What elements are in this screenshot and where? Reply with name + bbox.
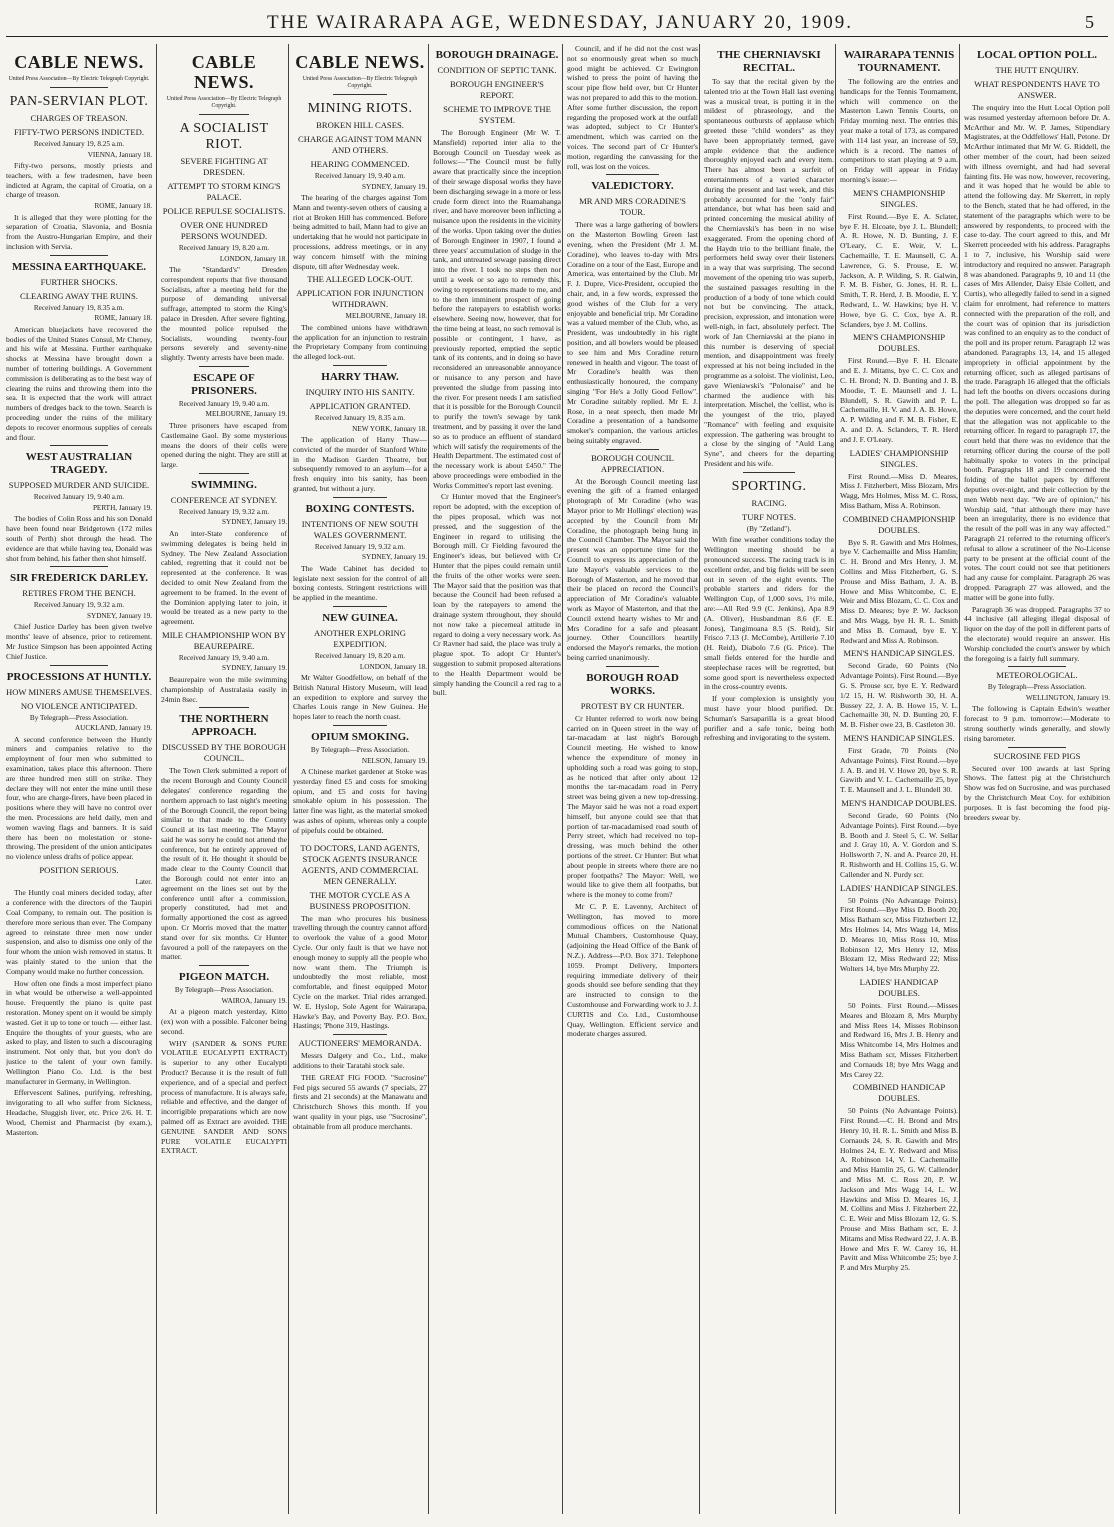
article-body: Fifty-two persons, mostly priests and teachers, with a few tradesmen, have been indicted at Agram, the capital of Croatia, on a charge of treason.	[6, 161, 152, 200]
dateline: Received January 19, 9.40 a.m.	[314, 172, 406, 180]
dateline: Received January 19, 9.40 a.m.	[178, 399, 270, 408]
article-body: The Borough Engineer (Mr W. T. Mansfield) reported inter alia to the Borough Council on Tuesday week as follows:—"The Council must be fully aware that practically since the inception of their sewage disposal works they have been discharging sewage in a more or less crude form direct into the Ruamahanga river, and have moreover been inflicting a nuisance upon the residents in the vicinity of the works. Upon taking over the duties of Borough Engineer in 1907, I found a three years' accumulation of sludge in the tank, and untreated sewage passing direct into the river. I took no steps then nor until a week or so ago to remedy this, owing to representations made to me, and to the then imminent prospect of going before the ratepayers to establish works elsewhere. Seeing now, however, that for the time being at least, no such removal is possible or contingent, I have, as previously reported, emptied the septic tank of its contents, and in doing so have reconsidered an unreasonable annoyance or nuisance to any person and have prevented the sludge from passing into the river. For present needs I am satisfied that it is possible for the Borough Council to purify the town's sewage by tank treatment, and by passing it over the land so as to produce an effluent of standard which will satisfy the requirements of the Health Department. The estimated cost of the necessary work is about £450." The above proceedings were embodied in the Works Committee's report last evening.	[433, 128, 561, 490]
subheadline: BOROUGH ENGINEER'S REPORT.	[450, 79, 544, 100]
subheadline: INQUIRY INTO HIS SANITY.	[305, 387, 415, 398]
article-body: Council, and if he did not the cost was not so enormously great when so much good might be achieved. Cr Ewington wished to press the point of having the scour pipe flow held over, but Cr Hunter was not prepared to add this to the motion. After some further discussion, the report regarding the proposed work at the outfall was adopted, subject to Cr Hunter's amendment, which was carried on the voices. The second part of Cr Hunter's motion, regarding the canvassing for the roll, was lost on the voices.	[567, 44, 698, 171]
divider	[50, 445, 108, 446]
headline: PROCESSIONS AT HUNTLY.	[6, 670, 152, 683]
article-body: A second conference between the Huntly miners and companies relative to the employment of four men who submitted to examination, takes place this afternoon. There are three hundred men still on strike. They declare they will not enter the mine until these four, who are charge-firers, have been placed in positions where they will have no control over the men. Processions are held daily, men and women waving flags and banners. It is said there has been no molestation or stone-throwing. The president of the union anticipates no violence unless drafts of police appear.	[6, 734, 152, 862]
headline: LOCAL OPTION POLL.	[976, 49, 1098, 61]
headline: PAN-SERVIAN PLOT.	[9, 94, 149, 109]
subheadline: CONDITION OF SEPTIC TANK.	[437, 65, 557, 75]
article-body: To say that the recital given by the talented trio at the Town Hall last evening was a musical treat, is putting it in the mildest of phraseology, and the spontaneous outbursts of applause which greeted these "child wonders" as they have been appropriately termed, gave ample evidence that the audience thoroughly enjoyed each and every item. There has almost been a surfeit of entertainments of a varied character during the present and last week, and this probably accounted for the "only fair" attendance, but what has been said and printed concerning the musical ability of the Cherniavski's has been in no wise exaggerated. From the opening chord of the Haydn trio to the brilliant finale, the performers held sway over their listeners in a way that was surprising. The second movement of the opening trio was superb, the sustained passages resulting in the production of a body of tone which could not but be convincing. The attack, precision, expression, and intonation were well-nigh, in fact, absolutely perfect. The work of Jan Cherniavski at the piano in this number is deserving of special mention, and disappointment was freely expressed at his not being included in the programme as a soloist. The violinist, Leo, gave Wieniawski's "Polonaise" and he charmed the audience with his interpretation. Mischel, the 'cellist, who is the youngest of the trio, played "Romance" with feeling and exquisite expression. The gathering was brought to a close by the singing of "Auld Lang Syne", and cheers for the departing President and his wife.	[704, 77, 834, 469]
placeline: Later.	[135, 877, 152, 886]
placeline: MELBOURNE, January 19.	[205, 410, 287, 419]
subheadline: MR AND MRS CORADINE'S TOUR.	[579, 196, 686, 218]
placeline: SYDNEY, January 19.	[222, 518, 287, 527]
article-body: With fine weather conditions today the Wellington meeting should be a pronounced success. The racing track is in excellent order, and big fields will be seen out in seven of the eight events. The probable starters and riders for the Wellington Cup, of 1,000 sovs, 1½ mile, are:—All Red 9.9 (C. Jenkins), Apa 8.9 (A. Oliver), Husbandman 8.6 (F. E. Jones), Tangimoana 8.5 (S. Reid), Sir Frisco 7.13 (J. McCombe), Artillerie 7.10 (H. Reid), Diabolo 7.6 (G. Price). The small fields entered for the hurdle and steeplechase races will be regretted, but some good sport is nevertheless expected in the cross-country events.	[704, 535, 834, 692]
event-title: MEN'S HANDICAP DOUBLES.	[841, 798, 957, 809]
divider	[606, 666, 658, 667]
section-header: CABLE NEWS.	[191, 52, 257, 92]
event-title: MEN'S HANDICAP SINGLES.	[843, 648, 955, 659]
headline: BOROUGH DRAINAGE.	[435, 49, 559, 61]
headline: PIGEON MATCH.	[178, 971, 270, 984]
article-body: The man who procures his business travelling through the country cannot afford to overlook the value of a good Motor Cycle. Our only fault is that we have not enough money to supply all the people who now want them. The Triumph is undoubtedly the most reliable, most comfortable, and finest equipped Motor Cycle on the market. Trial rides arranged. W. E. Hyslop, Sole Agent for Wairarapa, Hawke's Bay, and Poverty Bay. P.O. Box, Hastings; 'Phone 319, Hastings.	[293, 913, 427, 1031]
divider	[199, 965, 249, 966]
placeline: AUCKLAND, January 19.	[74, 724, 152, 733]
article-body: The application of Harry Thaw—convicted of the murder of Stanford White in the Madison Garden Theatre, but subsequently removed to an asylum—for a fresh enquiry into his sanity, has been granted, but without a jury.	[293, 435, 427, 494]
placeline: SYDNEY, January 19.	[362, 553, 427, 562]
dateline: Received January 19, 8.20 a.m.	[314, 652, 406, 661]
article-body: At the Borough Council meeting last evening the gift of a framed enlarged photograph of Mr Coradine (who was Mayor prior to Mr Hollings' election) was accepted by the Council from Mr Coradine, the photograph being hung in the Council Chamber. The Mayor said the present was an opportune time for the Council to express its appreciation of the late Mayor's valuable services to the Borough of Masterton, and he moved that their be placed on record the Council's appreciation of Mr Coradine's valuable work as Mayor of Masterton, and that the Council extend hearty wishes to Mr and Mrs Coradine for a safe and pleasant journey. Other Councillors heartily endorsed the Mayor's remarks, the motion being carried unanimously.	[567, 476, 698, 663]
event-title: LADIES' CHAMPIONSHIP SINGLES.	[849, 447, 949, 469]
credit-line: By Telegraph—Press Association.	[987, 683, 1087, 692]
event-title: LADIES' HANDICAP DOUBLES.	[859, 976, 939, 998]
placeline: SYDNEY, January 19.	[362, 182, 427, 191]
placeline: NELSON, January 19.	[361, 756, 427, 765]
dateline: Received January 19, 9.32 a.m.	[314, 542, 406, 551]
subheadline: POSITION SERIOUS.	[39, 864, 119, 875]
subheadline: POLICE REPULSE SOCIALISTS.	[162, 206, 286, 216]
subheadline: RETIRES FROM THE BENCH.	[22, 588, 136, 599]
divider	[199, 473, 249, 474]
headline: WEST AUSTRALIAN TRAGEDY.	[25, 451, 133, 477]
divider	[333, 497, 387, 498]
advertisement: If your complexion is unsightly you must have your blood purified. Dr. Schuman's Sarsaparilla is a great blood purifier and a safe tonic, being both refreshing and invigorating to the system.	[704, 694, 834, 743]
event-entries: 50 Points. First Round.—Misses Meares and Blozam 8, Mrs Murphy and Miss Rees 14, Misses Robinson and Redward 16, Mrs J. B. Henry and Miss Whitcombe 14, Mrs Holmes and Miss Batham scr, Misses Fitzherbert and Cornauds 18; bye Mrs Wagg and Mrs Carey 22.	[840, 1000, 958, 1079]
subheadline: HEARING COMMENCED.	[310, 159, 410, 169]
subheadline: FURTHER SHOCKS.	[40, 276, 118, 287]
headline: OPIUM SMOKING.	[311, 731, 409, 744]
placeline: WAIROA, January 19.	[221, 996, 287, 1005]
article-body: The bodies of Colin Ross and his son Donald have been found near Bridgetown (172 miles south of Perth) shot through the head. The evidence are that while having tea, Donald was shot from behind, his father then shot himself.	[6, 514, 152, 563]
subheadline: SEVERE FIGHTING AT DRESDEN.	[180, 156, 268, 177]
subheadline: FIFTY-TWO PERSONS INDICTED.	[13, 127, 145, 137]
event-entries: Second Grade, 60 Points (No Advantage Points). First Round.—Bye G. S. Prouse scr, bye E. Y. Redward 1/2 15, H. W. Rishworth 30, H. A. Bussey 22, J. A. B. Howe 15, V. L. Cachemaille 30, N. D. Bunting 20, F. M. B. Fisher owe 23, B. Castleton 30.	[840, 661, 958, 730]
credit-line: By Telegraph—Press Association.	[310, 746, 410, 755]
subheadline: MILE CHAMPIONSHIP WON BY BEAUREPAIRE.	[162, 629, 286, 651]
column-5	[562, 44, 698, 1514]
advertisement: Secured over 100 awards at last Spring Shows. The fattest pig at the Christchurch Show was fed on Sucrosine, and was purchased by the Christchurch Meat Coy. for exhibition purposes. It is fast becoming the food pig-breeders swear by.	[964, 763, 1110, 822]
divider	[50, 87, 108, 88]
placeline: WELLINGTON, January 19.	[1025, 693, 1110, 702]
masthead	[0, 12, 1114, 36]
placeline: ROME, January 18.	[94, 202, 152, 211]
dateline: Received January 19, 9.32 a.m.	[178, 507, 270, 516]
tennis-event-list	[840, 188, 958, 1273]
section-header: CABLE NEWS.	[14, 52, 144, 72]
article-body: At a pigeon match yesterday, Kitto (ex) won with a possible. Falconer being second.	[161, 1007, 287, 1036]
article-body: Beaurepaire won the mile swimming championship of Australasia easily in 24min 8sec.	[161, 674, 287, 704]
headline: THE CHERNIAVSKI RECITAL.	[717, 49, 821, 74]
divider	[333, 606, 387, 607]
article-body: The following is Captain Edwin's weather forecast to 9 p.m. tomorrow:—Moderate to strong southerly winds generally, and slowly rising barometer.	[964, 704, 1110, 743]
advertisement: Mr C. P. E. Lavenny, Architect of Wellington, has moved to more commodious offices on the National Mutual Chambers, Customhouse Quay, (adjoining the Head Office of the Bank of N.Z.). Address—P.O. Box 371. Telephone 1059. Prompt Delivery, Importers requiring immediate delivery of their goods should see before sending that they are instructed to consign to the Customhouse and Forwarding work to J. J. CURTIS and Co. Ltd., Customhouse Quay, Wellington. Efficient service and moderate charges assured.	[567, 901, 698, 1039]
subheadline: CONFERENCE AT SYDNEY.	[170, 494, 278, 505]
advertisement: Effervescent Salines, purifying, refreshing, invigorating to all who suffer from Sickness, Headache, Sluggish liver, etc. Price 2/6. H. T. Wood, Chemist and Pharmacist (by exam.), Masterton.	[6, 1088, 152, 1137]
credit-line: United Press Association—By Electric Telegraph Copyright.	[166, 96, 282, 109]
divider	[333, 839, 387, 840]
article-body: The Huntly coal miners decided today, after a conference with the directors of the Taupiri Coal Company, to remain out. The position is therefore more serious than ever. The Company agreed to reinstate three men now under suspension, and also to dismiss one only of the four whom the union wish removed in status. It was plainly stated to the union that the Company would make no further concession.	[6, 888, 152, 976]
article-body: The following are the entries and handicaps for the Tennis Tournament, which will commence on the Masterton Lawn Tennis Courts, on Friday morning next. The entries this year make a total of 173, as compared with 114 last year, an increase of 59, which is a record. The names of competitors to start playing at 9 a.m. on Friday will appear in Friday morning's issue:—	[840, 77, 958, 184]
column-6	[699, 44, 834, 1514]
subheadline: TURF NOTES.	[742, 511, 796, 522]
column-7	[835, 44, 958, 1514]
divider	[1008, 666, 1066, 667]
article-body: An inter-State conference of swimming delegates is being held in Sydney. The New Zealand Association cabled, regretting that it could not be represented at the conference. It was decided to omit New Zealand from the agreement to be framed. In the event of the Dominion applying later to join, it would be treated as a new party to the agreement.	[161, 528, 287, 627]
article-body: Messrs Dalgety and Co., Ltd., make additions to their Taratahi stock sale.	[293, 1051, 427, 1070]
article-body: Three prisoners have escaped from Castlemaine Gaol. By some mysterious means the doors of their cells were opened during the night. They are still at large.	[161, 420, 287, 470]
event-title: COMBINED CHAMPIONSHIP DOUBLES.	[842, 513, 956, 535]
subheadline: WHAT RESPONDENTS HAVE TO ANSWER.	[974, 79, 1100, 100]
article-body: The "Standard's" Dresden correspondent reports that five thousand Socialists, after a meeting held for the purpose of demanding universal suffrage, attempted to storm the King's palace in Dresden. After severe fighting, the mounted police repulsed the Socialists, wounding twenty-four persons severely and seventy-nine slightly. Twenty arrests have been made.	[161, 265, 287, 363]
headline: BOROUGH COUNCIL APPRECIATION.	[591, 452, 674, 474]
article-body: There was a large gathering of bowlers on the Masterton Bowling Green last evening, when the President (Mr J. M. Coradine), who leaves to-day with Mrs Coradine on a tour of the East, Europe and America, was entertained by the Club. Mr F. J. Dupre, Vice-President, occupied the chair, and, in a few words, expressed the good wishes of the Club for a very enjoyable and beneficial trip. Mr Coradine was a valued member of the Club, who, as President, was undoubtedly in his right position, and all bowlers would be pleased to see him and Mrs Coradine return renewed in health and vigour. The toast of Mr Coradine's health was then enthusiastically honoured, the company singing "For He's a Jolly Good Fellow". Mr Coradine suitably replied. Mr E. J. Rose, in a neat speech, then made Mr Coradine a presentation of a handsome smoker's companion, the various articles being suitably engraved.	[567, 220, 698, 445]
event-entries: Second Grade, 60 Points (No Advantage Points). First Round.—bye B. Booth and J. Steel 5, C. W. Sellar and J. Gray 10, A. V. Gordon and S. Hollsworth 7, N. and A. Pearce 20, H. R. Rishworth and H. Collins 15, G. W. Callender and N. Purdy scr.	[840, 811, 958, 879]
event-entries: First Grade, 70 Points (No Advantage Points). First Round.—bye J. A. B. and H. V. Howe 20, bye S. R. Gawith and V. L. Cachemaille 25, bye T. E. Maunsell and J. L. Blundell 30.	[840, 746, 958, 795]
dateline: Received January 19, 8.35 a.m.	[33, 303, 125, 312]
subheadline: CHARGES OF TREASON.	[30, 113, 128, 123]
placeline: LONDON, January 18.	[359, 662, 427, 671]
event-entries: Bye S. R. Gawith and Mrs Holmes, bye V. Cachemaille and Miss Hamlin; C. H. Brond and Mrs Henry, J. M. Collins and Miss Fitzherbert, G. S. Prouse and Miss Batham, J. A. B. Howe and Miss Whitcombe, C. E. Weir and Miss Blozam, C. C. Cox and Miss D. Meares; bye P. W. Jackson and Mrs Wagg, bye H. R. L. Smith and Miss B. Cornaud, bye E. Y. Redward and Miss A. Robinson.	[840, 537, 958, 645]
byline: (By "Zetland").	[746, 524, 792, 533]
event-entries: First Round.—Bye E. A. Sclater, bye F. H. Elcoate, bye J. L. Blundell; A. R. Howe, N. D. Bunting, J. F. O'Leary, C. E. Weir, V. L. Cachemaille, T. E. Maunsell, C. A. Lawrence, G. S. Prouse, E. W. Jackson, A. P. Wilding, S. R. Galwin, F. M. B. Fisher, G. Jones, H. R. L. Smith, T. R. Herd, J. B. Moodie, E. Y. Redward, L. W. Hawkins; bye H. V. Howe, bye G. C. Cox, bye A. R. Sclanders, bye J. M. Collins.	[840, 211, 958, 329]
article-body: It is alleged that they were plotting for the separation of Croatia, Slavonia, and Bosnia from the Austro-Hungarian Empire, and their inclusion with Servia.	[6, 212, 152, 252]
subheadline: HOW MINERS AMUSE THEMSELVES.	[6, 686, 152, 697]
subheadline: THE MOTOR CYCLE AS A BUSINESS PROPOSITION.	[309, 889, 411, 911]
event-title: MEN'S HANDICAP SINGLES.	[843, 733, 955, 744]
subheadline: CHARGE AGAINST TOM MANN AND OTHERS.	[298, 134, 422, 155]
subheadline: THE ALLEGED LOCK-OUT.	[307, 274, 413, 285]
subheadline: SCHEME TO IMPROVE THE SYSTEM.	[443, 104, 551, 125]
page-number: 5	[1085, 12, 1094, 32]
dateline: Received January 19, 8.25 a.m.	[33, 140, 125, 148]
subheadline: APPLICATION GRANTED.	[309, 401, 411, 412]
divider	[199, 114, 249, 115]
headline: NEW GUINEA.	[322, 612, 398, 625]
article-body: The combined unions have withdrawn the application for an injunction to restrain the Proprietary Company from continuing the alleged lock-out.	[293, 322, 427, 362]
event-title: MEN'S CHAMPIONSHIP SINGLES.	[852, 187, 946, 209]
column-3	[288, 44, 427, 1514]
article-body: A Chinese market gardener at Stoke was yesterday fined £5 and costs for smoking opium, and £5 and costs for having smokable opium in his possession. The latter fine was light, as the material smoked was ashes of opium, whereas only a couple of pipefuls could be obtained.	[293, 767, 427, 835]
event-title: COMBINED HANDICAP DOUBLES.	[852, 1082, 946, 1104]
article-body: Cr Hunter moved that the Engineer's report be adopted, with the exception of the pipes proposal, which was not pressed, and the suggestion of the Engineer in regard to utilising the Borough mill. Cr Fielding favoured the Engineer's ideas, but believed with Cr Hunter that the pipes could remain until the fruits of the other works were seen. The Mayor said that the position was that because the Council had been refused a loan by the ratepayers to amend the drainage system throughout, they should not now take a piecemeal attitude in regard to doing a very necessary work. As Cr Ravner had said, the place was truly a plague spot. To adopt Cr Hunter's suggestion to submit proposed alterations to the Health Department would be simply handing the Council a red rag to a bull.	[433, 492, 561, 698]
subheadline: RACING.	[751, 497, 787, 508]
article-body: Cr Hunter referred to work now being carried on in Queen street in the way of tar-macadam at last night's Borough Council meeting. He wished to know whence the expenditure of money in upholding such a road was going to stop, as he noticed that after only about 12 months the tar-macadam road in Perry street was being given a new top-dressing. The Mayor said he was not a road expert himself, but anyone could see that that portion of tar-macadamised road south of Perry street, which had received no top-dressing, was much behind the other portions of the street. Cr Hunter: But what about people in streets where there are no proper footpaths? The Mayor: Well, we would like to give them all footpaths, but where is the money to come from?	[567, 713, 698, 900]
masthead-title: THE WAIRARAPA AGE, WEDNESDAY, JANUARY 20, 1909.	[267, 12, 853, 33]
article-body: The Wade Cabinet has decided to legislate next session for the control of all boxing contests. Stringent restrictions will be applied in the meantime.	[293, 563, 427, 603]
dateline: Received January 19, 8.20 a.m.	[178, 244, 270, 252]
divider	[199, 707, 249, 708]
masthead-rule	[6, 36, 1108, 37]
event-title: LADIES' HANDICAP SINGLES.	[840, 882, 958, 893]
event-entries: First Round.—Miss D. Meares, Miss J. Fitzherbert, Miss Blozam, Mrs Wagg, Mrs Holmes, Miss M. C. Ross, Miss Batham, Miss A. Robinson.	[840, 471, 958, 510]
article-body: The hearing of the charges against Tom Mann and twenty-seven others of causing a riot at Broken Hill has commenced. Before being admitted to bail, Mann had to give an undertaking that he would not participate in processions, address meetings, or in any way concern himself with the mining dispute, till after Wednesday week.	[293, 193, 427, 271]
divider	[606, 449, 658, 450]
divider	[333, 725, 387, 726]
article-body: Chief Justice Darley has been given twelve months' leave of absence, prior to retirement. Mr Justice Simpson has been appointed Acting Chief Justice.	[6, 622, 152, 661]
advertisement: How often one finds a most imperfect piano in what would be otherwise a well-appointed house. Frequently the piano is quite past restoration. Money spent on it would be simply wasted. Get it up to tone or touch — either last. Enquire the thoughts of your guests, who are asked to play, and listen to such a discouraging instrument. Not only that, but you don't do justice to the talent of your own family. Wellington Piano Co. Ltd. is the best manufacturer in Germany, in Wellington.	[6, 978, 152, 1086]
placeline: MELBOURNE, January 18.	[345, 312, 427, 321]
headline: MESSINA EARTHQUAKE.	[11, 260, 147, 273]
subheadline: THE HUTT ENQUIRY.	[995, 65, 1079, 75]
divider	[333, 94, 387, 95]
advertisement: WHY (SANDER & SONS PURE VOLATILE EUCALYPTI EXTRACT) is superior to any other Eucalypti Product? Because it is the result of full experience, and of a special and perfect process of manufacture. It is always safe, reliable and effective, and the danger of incorrigible preparations which are now palmed off as Extract are avoided. THE GENUINE SANDER AND SONS PURE VOLATILE EUCALYPTI EXTRACT.	[161, 1038, 287, 1156]
divider	[50, 665, 108, 666]
column-2	[156, 44, 287, 1514]
subheadline: ATTEMPT TO STORM KING'S PALACE.	[167, 181, 281, 202]
headline: BOROUGH ROAD WORKS.	[586, 671, 679, 697]
event-entries: First Round.—Bye F. H. Elcoate and E. J. Mitams, bye C. C. Cox and C. H. Brond; N. D. Bunting and J. B. Moodie, T. E. Maunsell and J. L. Blundell, S. R. Gawith and P. L. Cachemaille, H. V. and J. A. B. Howe, A. P. Wilding and F. M. B. Fisher, E. A. and D. A. Sclanders, T. R. Herd and J. F. O'Leary.	[840, 356, 958, 444]
placeline: VIENNA, January 18.	[87, 150, 152, 159]
advertisement-heading: SUCROSINE FED PIGS	[993, 750, 1081, 761]
headline: SIR FREDERICK DARLEY.	[9, 572, 149, 585]
divider	[1008, 747, 1066, 748]
placeline: NEW YORK, January 18.	[352, 424, 427, 433]
headline: METEOROLOGICAL.	[996, 670, 1078, 681]
article-body: Mr Walter Goodfellow, on behalf of the British Natural History Museum, will lead an expedition to explore and survey the Charles Louis range in New Guinea. He hopes later to reach the north coast.	[293, 673, 427, 722]
column-8	[959, 44, 1110, 1514]
dateline: Received January 19, 9.40 a.m.	[33, 493, 125, 502]
headline: SWIMMING.	[191, 478, 257, 491]
divider	[606, 174, 658, 175]
headline: ESCAPE OF PRISONERS.	[191, 371, 257, 397]
section-header: CABLE NEWS.	[295, 52, 425, 72]
divider	[50, 255, 108, 256]
subheadline: BROKEN HILL CASES.	[316, 120, 404, 130]
subheadline: OVER ONE HUNDRED PERSONS WOUNDED.	[180, 220, 268, 241]
event-entries: 50 Points (No Advantage Points). First Round.—Bye Miss D. Booth 20; Miss Batham scr, Miss Fitzherbert 12, Mrs Holmes 14, Mrs Wagg 14, Miss D. Meares 10, Miss Ross 10, Miss Robinson 12, Mrs Henry 12, Miss Blozam 12, Miss Redward 22; Miss Wolters 14, bye Mrs Murphy 22.	[840, 895, 958, 974]
event-entries: 50 Points (No Advantage Points). First Round.—C. H. Brond and Mrs Henry 10, H. R. L. Smith and Miss B. Cornauds 24, S. R. Gawith and Mrs Holmes 24, E. Y. Redward and Miss A. Robinson 14, V. L. Cachemaille and Miss Hamlin 25, G. W. Callender and Miss M. C. Ross 20, P. W. Jackson and Mrs Wagg 14, L. W. Hawkins and Miss D. Meares 16, J. M. Collins and Miss J. Fitzherbert 22, C. E. Weir and Miss Blozam 12, G. S. Prouse and Miss Batham scr, E. J. Mitams and Miss Redward 22, J. A. B. Howe and Mrs F. W. Carey 16, H. Pavitt and Miss Whitcombe 25; bye J. P. and Mrs Murphy 25.	[840, 1106, 958, 1273]
column-1	[6, 44, 152, 1514]
headline: MINING RIOTS.	[307, 101, 413, 116]
article-body: The enquiry into the Hutt Local Option poll was resumed yesterday afternoon before Dr. A. McArthur and Mr. W. P. James, Stipendiary Magistrates, at the Oddfellows' Hall, Petone. Dr McArthur intimated that Mr W. G. Riddell, the other member of the court, had been seized with illness overnight, and had had several fainting fits. He was now, however, recovering, and it was hoped that he would be able to attend the following day. Mr Skerrett, in reply to the Bench, stated that he had offered, in the statement of the paragraphs which were to be answered by respondents, to proceed with the case to-day. The court agreed to this, and Mr Skerrett proceeded with his address. Paragraphs 1 to 7, inclusive, his Worship said were introductory and required no answer. Paragraph 8 was abandoned. Paragraphs 9, 10 and 11 (the cases of Mrs Allender, Daisy Elsie Collett, and Curtis), who allegedly failed to send in a signed claim for enrolment, had reference to matters connected with the preparation of the roll, and the court was of opinion that its jurisdiction was confined to an enquiry as to the conduct of the poll and its proper return. Paragraph 12 was abandoned. Paragraphs 13, 14, and 15 alleged impropriety in official appointment by the returning officer, such as alleged partisans of the trade. Paragraph 16 alleged that the officials had left the booths on divers occasions during the poll. The allegation was dropped so far as the deputies were concerned, and the court held that the allegation was not applicable to the returning officer. In regard to paragraph 17, the court held that there was no evidence that the returning officer during the course of the poll habitually spoke to voters in the principal booth. Paragraphs 18 and 19 concerned the folding of the ballot papers by different deputies over-night, and their collection by the men Webb next day. "We are of opinion," his Worship said, "that although there may have been an irregularity, there is no evidence that the result of the poll was in any way affected." Paragraph 21 referred to the returning officer's refusal to allow a scrutineer of the No-License party to be present at the official count of the votes. The court could not see that petitioners had any cause for complaint. Paragraph 26 was dropped. Paragraph 27 was allowed, and the matter will be gone into fully.	[964, 103, 1110, 602]
headline: WAIRARAPA TENNIS TOURNAMENT.	[843, 49, 955, 74]
dateline: Received January 19, 8.35 a.m.	[314, 414, 406, 423]
headline: HARRY THAW.	[321, 371, 399, 384]
credit-line: United Press Association—By Electric Telegraph Copyright.	[8, 76, 150, 82]
dateline: Received January 19, 9.32 a.m.	[33, 601, 125, 610]
headline: BOXING CONTESTS.	[305, 502, 415, 515]
credit-line: By Telegraph—Press Association.	[29, 713, 129, 722]
credit-line: United Press Association—By Electric Telegraph Copyright.	[302, 76, 418, 89]
placeline: LONDON, January 18.	[219, 254, 287, 263]
headline: A SOCIALIST RIOT.	[179, 121, 269, 152]
placeline: SYDNEY, January 19.	[222, 664, 287, 673]
subheadline: APPLICATION FOR INJUNCTION WITHDRAWN.	[296, 288, 424, 310]
headline: TO DOCTORS, LAND AGENTS, STOCK AGENTS INSURANCE AGENTS, AND COMMERCIAL MEN GENERALLY.	[300, 842, 420, 886]
headline: SPORTING.	[731, 478, 807, 494]
headline: VALEDICTORY.	[591, 180, 674, 193]
article-body: Paragraph 36 was dropped. Paragraphs 37 to 44 inclusive (all alleging illegal disposal of liquor on the day of the poll in different parts of the electorate) would require an answer. His Worship concluded the court's answer by which the foregoing is a fairly full summary.	[964, 604, 1110, 663]
placeline: SYDNEY, January 19.	[87, 611, 152, 620]
article-body: American bluejackets have recovered the bodies of the United States Consul, Mr Cheney, and his wife at Messina. Further earthquake shocks at Messina have brought down a number of tottering buildings. A Government commission is deliberating as to the best way of clearing the ruins and throwing them into the sea. It is expected that the work will attract numbers of dredges back to the town. Search is proceeding under the ruins of the military depots to recover enormous supplies of cereals and flour.	[6, 324, 152, 442]
headline: AUCTIONEERS' MEMORANDA.	[298, 1038, 422, 1049]
divider	[199, 366, 249, 367]
subheadline: INTENTIONS OF NEW SOUTH WALES GOVERNMENT.	[301, 518, 419, 540]
divider	[333, 365, 387, 366]
column-4	[428, 44, 561, 1514]
article-body: The Town Clerk submitted a report of the recent Borough and County Council delegates' conference regarding the northern approach to last night's meeting of the Borough Council, the report being similar to that made to the County Council at its last meeting. The Mayor said he was sorry he could not attend the conference, but he entirely approved of the result of it. He thought it should be made clear to the County Council that the Borough could not enter into an agreement on the lines set out by the conference until after a commission, properly constituted, had met and formally apportioned the cost as agreed upon. Cr Morris moved that the matter stand over for six months. Cr Hunter favoured a poll of the ratepayers on the matter.	[161, 766, 287, 962]
divider	[333, 1034, 387, 1035]
credit-line: By Telegraph—Press Association.	[174, 986, 274, 995]
event-title: MEN'S CHAMPIONSHIP DOUBLES.	[852, 332, 946, 354]
subheadline: SUPPOSED MURDER AND SUICIDE.	[8, 480, 150, 491]
subheadline: CLEARING AWAY THE RUINS.	[20, 290, 138, 301]
dateline: Received January 19, 9.40 a.m.	[178, 653, 270, 662]
subheadline: NO VIOLENCE ANTICIPATED.	[20, 700, 138, 711]
subheadline: PROTEST BY CR HUNTER.	[580, 700, 685, 711]
advertisement: THE GREAT FIG FOOD. "Sucrosine" Fed pigs secured 55 awards (7 specials, 27 firsts and 21 seconds) at the Manawatu and Christchurch Shows this month. If you want quality in your pigs, use "Sucrosine", obtainable from all produce merchants.	[293, 1072, 427, 1131]
subheadline: DISCUSSED BY THE BOROUGH COUNCIL.	[162, 742, 286, 764]
placeline: ROME, January 18.	[94, 314, 152, 323]
headline: THE NORTHERN APPROACH.	[179, 713, 269, 739]
placeline: PERTH, January 19.	[92, 503, 152, 512]
divider	[743, 472, 795, 473]
subheadline: ANOTHER EXPLORING EXPEDITION.	[314, 628, 406, 650]
divider	[50, 566, 108, 567]
